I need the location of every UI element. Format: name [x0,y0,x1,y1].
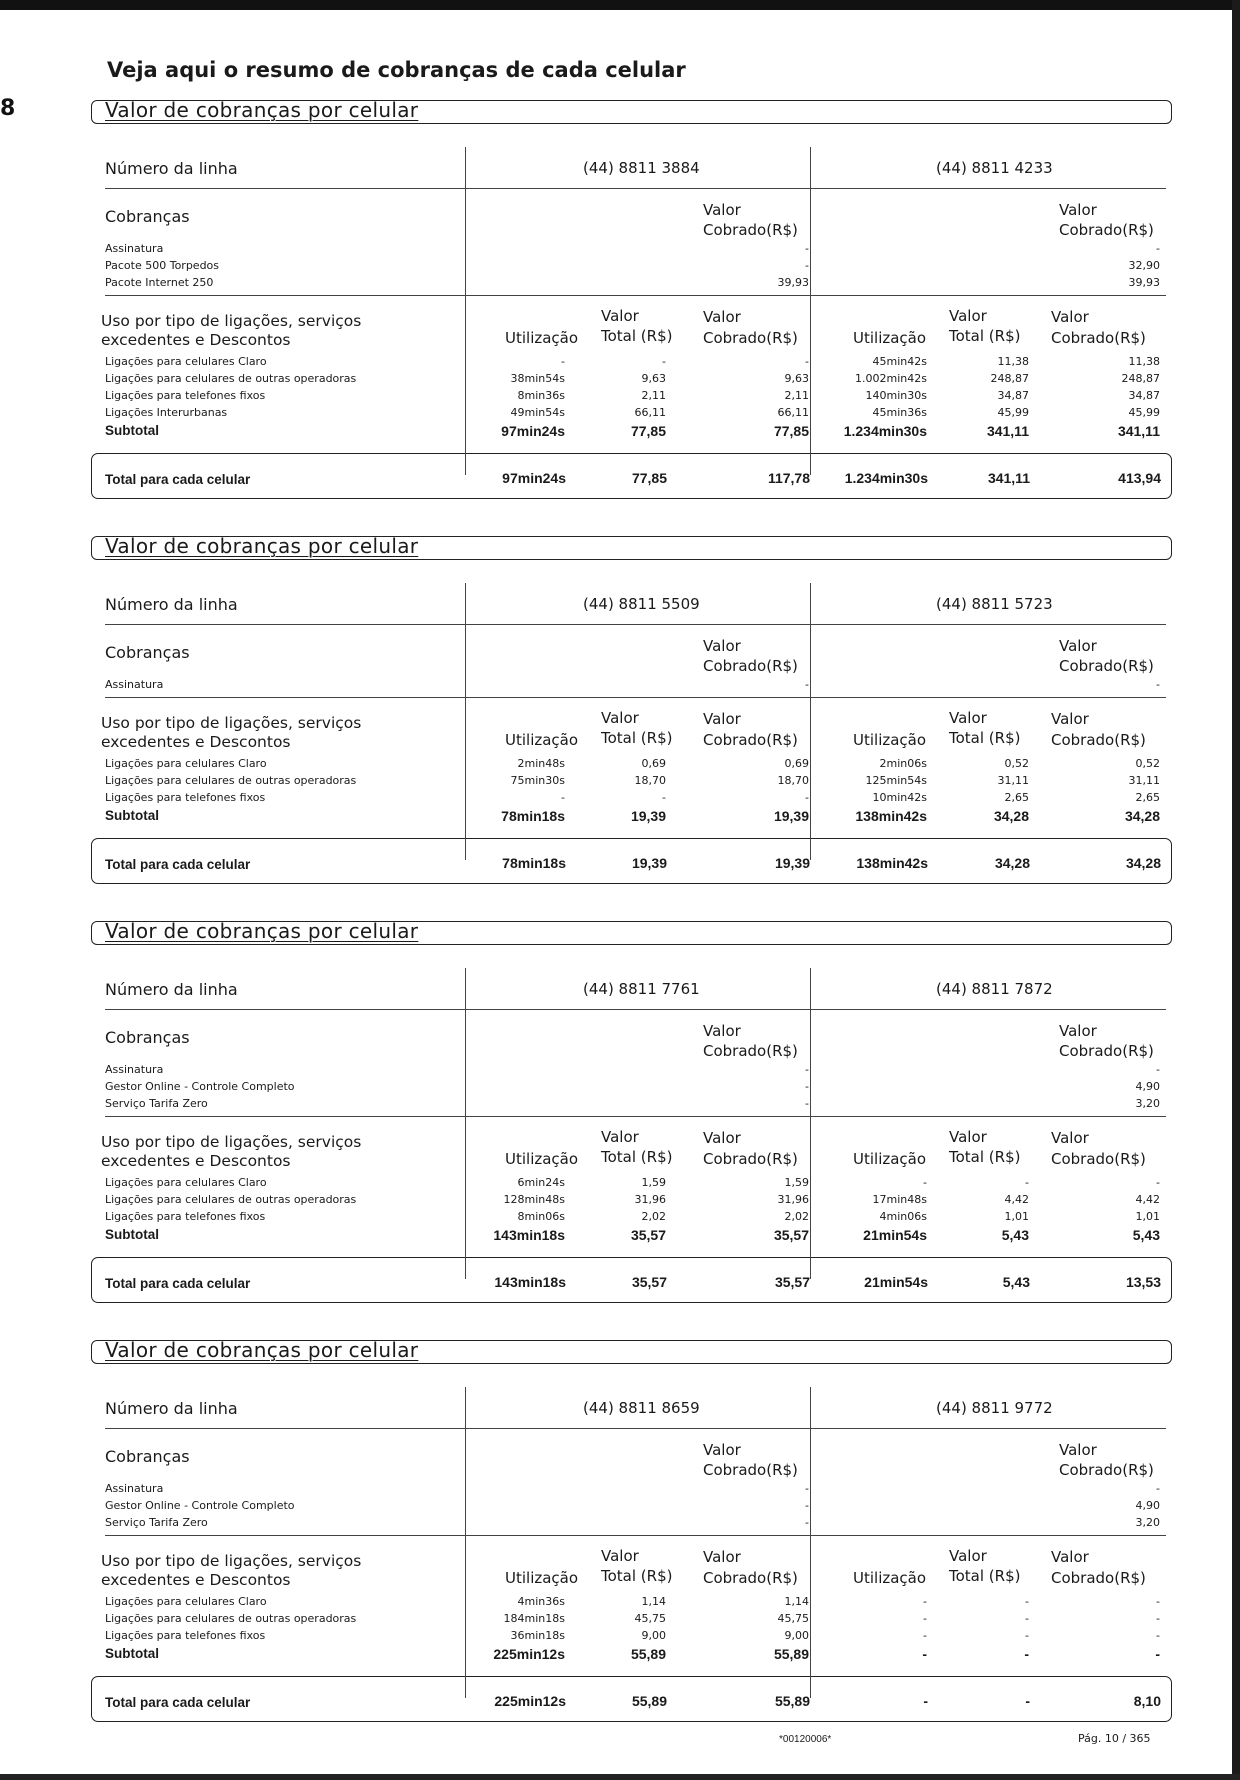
total-util-a: 143min18s [494,1274,566,1290]
total-rs-header-b: Total (R$) [949,1148,1021,1166]
usage-total-b: 4,42 [1004,1193,1029,1206]
subtotal-cobrado-b: - [1155,1646,1160,1662]
valor-header-b: Valor [1059,1441,1097,1459]
usage-util-b: 10min42s [872,791,927,804]
cobrancas-label: Cobranças [105,643,190,662]
charge-value-b: - [1156,1063,1160,1076]
phone-number-a: (44) 8811 3884 [583,159,700,177]
line-number-label: Número da linha [105,159,238,178]
cobrado-rs-header-b: Cobrado(R$) [1051,1150,1146,1168]
valor-cobrado-header-b: Valor [1051,1548,1089,1566]
usage-util-a: 184min18s [503,1612,565,1625]
total-label: Total para cada celular [105,472,251,487]
phone-number-b: (44) 8811 9772 [936,1399,1053,1417]
usage-row-name: Ligações para celulares Claro [105,355,267,368]
valor-cobrado-header-b: Valor [1051,1129,1089,1147]
cobrado-rs-header-b: Cobrado(R$) [1051,329,1146,347]
total-total-b: 34,28 [994,855,1030,871]
valor-header-b: Valor [1059,637,1097,655]
valor-cobrado-header-b: Valor [1051,308,1089,326]
cobrado-header-b: Cobrado(R$) [1059,657,1154,675]
usage-row-name: Ligações para celulares de outras operadoras [105,1193,357,1206]
footer-barcode-text: *00120006* [779,1734,832,1745]
subtotal-util-a: 143min18s [493,1227,565,1243]
column-divider [465,1387,466,1698]
section-header [91,921,1172,945]
usage-label-line1: Uso por tipo de ligações, serviços [101,312,362,330]
valor-total-header-a: Valor [601,307,639,325]
total-cobrado-a: 19,39 [774,855,810,871]
total-total-a: 77,85 [631,470,667,486]
cobrado-rs-header-a: Cobrado(R$) [703,1150,798,1168]
valor-total-header-b: Valor [949,709,987,727]
usage-cobrado-b: 45,99 [1128,406,1160,419]
total-total-b: 5,43 [1002,1274,1030,1290]
total-row [91,1257,1172,1303]
section-title: Valor de cobranças por celular [105,534,419,558]
usage-total-b: 0,52 [1004,757,1029,770]
usage-util-b: 1.002min42s [855,372,927,385]
subtotal-util-a: 78min18s [501,808,565,824]
subtotal-util-b: 21min54s [863,1227,927,1243]
valor-header-a: Valor [703,1022,741,1040]
phone-number-b: (44) 8811 4233 [936,159,1053,177]
subtotal-cobrado-b: 5,43 [1132,1227,1160,1243]
charge-value-a: - [805,259,809,272]
usage-label-line2: excedentes e Descontos [101,1571,291,1589]
total-rs-header-b: Total (R$) [949,729,1021,747]
usage-cobrado-a: 9,00 [784,1629,809,1642]
charge-value-a: - [805,1080,809,1093]
valor-total-header-b: Valor [949,1547,987,1565]
valor-total-header-b: Valor [949,1128,987,1146]
usage-util-b: 2min06s [879,757,927,770]
subtotal-total-b: 341,11 [986,423,1029,439]
usage-cobrado-b: - [1156,1612,1160,1625]
valor-total-header-a: Valor [601,709,639,727]
section-header [91,100,1172,124]
charge-name: Serviço Tarifa Zero [105,1097,208,1110]
total-rs-header-a: Total (R$) [601,729,673,747]
charge-value-b: - [1156,1482,1160,1495]
total-label: Total para cada celular [105,1276,251,1291]
valor-cobrado-header-a: Valor [703,308,741,326]
section-title: Valor de cobranças por celular [105,919,419,943]
usage-row-name: Ligações para celulares Claro [105,1595,267,1608]
valor-header-a: Valor [703,1441,741,1459]
cobrado-header-b: Cobrado(R$) [1059,1461,1154,1479]
cobrado-header-b: Cobrado(R$) [1059,1042,1154,1060]
usage-row-name: Ligações para telefones fixos [105,1629,266,1642]
divider [105,1116,1166,1117]
subtotal-util-a: 225min12s [493,1646,565,1662]
section-header [91,536,1172,560]
usage-cobrado-a: - [805,355,809,368]
usage-util-b: - [923,1176,927,1189]
total-util-b: 1.234min30s [844,470,928,486]
total-util-a: 225min12s [494,1693,566,1709]
usage-cobrado-b: 34,87 [1128,389,1160,402]
usage-cobrado-b: 31,11 [1128,774,1160,787]
cobrado-header-a: Cobrado(R$) [703,1042,798,1060]
usage-cobrado-b: - [1156,1595,1160,1608]
section-title: Valor de cobranças por celular [105,1338,419,1362]
cobrado-header-a: Cobrado(R$) [703,657,798,675]
usage-util-b: 45min36s [872,406,927,419]
divider [105,697,1166,698]
usage-util-a: 6min24s [517,1176,565,1189]
divider [105,1009,1166,1010]
total-row [91,1676,1172,1722]
total-util-b: 21min54s [864,1274,928,1290]
usage-util-b: 125min54s [865,774,927,787]
usage-cobrado-a: 9,63 [784,372,809,385]
charge-value-a: 39,93 [777,276,809,289]
usage-util-b: 4min06s [879,1210,927,1223]
usage-util-a: 36min18s [510,1629,565,1642]
usage-total-a: 9,63 [641,372,666,385]
subtotal-cobrado-a: 35,57 [773,1227,809,1243]
usage-label-line2: excedentes e Descontos [101,331,291,349]
usage-total-b: 45,99 [997,406,1029,419]
total-total-b: - [1025,1693,1030,1709]
edge-binding-mark: 8 [0,96,16,121]
usage-row-name: Ligações para telefones fixos [105,791,266,804]
total-total-a: 19,39 [631,855,667,871]
line-number-label: Número da linha [105,1399,238,1418]
usage-total-a: 0,69 [641,757,666,770]
utilizacao-header-a: Utilização [505,329,579,347]
valor-total-header-a: Valor [601,1128,639,1146]
total-label: Total para cada celular [105,857,251,872]
usage-cobrado-b: 0,52 [1135,757,1160,770]
total-util-b: 138min42s [856,855,928,871]
total-cobrado-b: 13,53 [1125,1274,1161,1290]
divider [105,624,1166,625]
total-cobrado-b: 34,28 [1125,855,1161,871]
usage-cobrado-b: 1,01 [1135,1210,1160,1223]
usage-cobrado-b: 4,42 [1135,1193,1160,1206]
charge-value-a: - [805,242,809,255]
total-total-b: 341,11 [987,470,1030,486]
column-divider [810,1387,811,1698]
usage-total-a: 31,96 [634,1193,666,1206]
section-title: Valor de cobranças por celular [105,98,419,122]
cobrancas-label: Cobranças [105,1447,190,1466]
usage-label-line2: excedentes e Descontos [101,733,291,751]
utilizacao-header-a: Utilização [505,731,579,749]
subtotal-cobrado-a: 77,85 [773,423,809,439]
divider [105,295,1166,296]
total-util-a: 97min24s [502,470,566,486]
total-rs-header-b: Total (R$) [949,327,1021,345]
page-number: Pág. 10 / 365 [1078,1732,1151,1745]
usage-util-b: 17min48s [872,1193,927,1206]
usage-util-b: - [923,1629,927,1642]
divider [105,188,1166,189]
total-cobrado-a: 35,57 [774,1274,810,1290]
total-row [91,453,1172,499]
charge-value-a: - [805,1499,809,1512]
subtotal-util-b: 1.234min30s [843,423,927,439]
subtotal-total-a: 77,85 [630,423,666,439]
usage-total-a: - [662,791,666,804]
usage-label-line1: Uso por tipo de ligações, serviços [101,714,362,732]
column-divider [465,147,466,475]
usage-total-b: 1,01 [1004,1210,1029,1223]
valor-header-a: Valor [703,201,741,219]
charge-value-b: 3,20 [1135,1097,1160,1110]
usage-total-a: 45,75 [634,1612,666,1625]
subtotal-util-b: - [922,1646,927,1662]
usage-total-a: 1,59 [641,1176,666,1189]
subtotal-cobrado-a: 55,89 [773,1646,809,1662]
valor-cobrado-header-a: Valor [703,1548,741,1566]
usage-cobrado-a: 1,14 [784,1595,809,1608]
total-util-a: 78min18s [502,855,566,871]
total-rs-header-a: Total (R$) [601,1567,673,1585]
utilizacao-header-b: Utilização [853,1569,927,1587]
charge-value-a: - [805,1516,809,1529]
subtotal-cobrado-b: 34,28 [1124,808,1160,824]
cobrado-header-b: Cobrado(R$) [1059,221,1154,239]
valor-header-b: Valor [1059,1022,1097,1040]
phone-number-a: (44) 8811 8659 [583,1399,700,1417]
usage-row-name: Ligações para telefones fixos [105,389,266,402]
usage-cobrado-b: 11,38 [1128,355,1160,368]
usage-cobrado-b: 2,65 [1135,791,1160,804]
divider [105,1535,1166,1536]
cobrado-header-a: Cobrado(R$) [703,1461,798,1479]
charge-value-a: - [805,1097,809,1110]
charge-value-b: - [1156,242,1160,255]
charge-value-b: - [1156,678,1160,691]
cobrado-rs-header-a: Cobrado(R$) [703,329,798,347]
line-number-label: Número da linha [105,980,238,999]
cobrado-rs-header-a: Cobrado(R$) [703,1569,798,1587]
charge-name: Gestor Online - Controle Completo [105,1499,295,1512]
phone-number-a: (44) 8811 5509 [583,595,700,613]
cobrado-rs-header-a: Cobrado(R$) [703,731,798,749]
charge-name: Serviço Tarifa Zero [105,1516,208,1529]
charge-value-b: 3,20 [1135,1516,1160,1529]
usage-util-a: 4min36s [517,1595,565,1608]
usage-total-b: 2,65 [1004,791,1029,804]
usage-cobrado-a: 0,69 [784,757,809,770]
column-divider [465,968,466,1279]
usage-total-a: 66,11 [634,406,666,419]
charge-name: Assinatura [105,1063,164,1076]
subtotal-total-b: 5,43 [1001,1227,1029,1243]
usage-cobrado-a: 18,70 [777,774,809,787]
usage-util-a: 2min48s [517,757,565,770]
usage-cobrado-a: 31,96 [777,1193,809,1206]
subtotal-label: Subtotal [105,808,159,823]
usage-row-name: Ligações para celulares de outras operadoras [105,372,357,385]
cobrado-rs-header-b: Cobrado(R$) [1051,1569,1146,1587]
subtotal-label: Subtotal [105,1227,159,1242]
usage-total-a: - [662,355,666,368]
total-rs-header-a: Total (R$) [601,327,673,345]
charge-value-b: 4,90 [1135,1499,1160,1512]
usage-util-a: 75min30s [510,774,565,787]
usage-cobrado-a: 1,59 [784,1176,809,1189]
usage-row-name: Ligações para telefones fixos [105,1210,266,1223]
charge-value-a: - [805,678,809,691]
divider [105,1428,1166,1429]
usage-total-b: 34,87 [997,389,1029,402]
total-total-a: 55,89 [631,1693,667,1709]
charge-name: Assinatura [105,1482,164,1495]
usage-total-a: 2,11 [641,389,666,402]
scan-border-bottom [0,1774,1240,1780]
charge-name: Pacote Internet 250 [105,276,214,289]
phone-number-b: (44) 8811 5723 [936,595,1053,613]
valor-cobrado-header-b: Valor [1051,710,1089,728]
valor-header-a: Valor [703,637,741,655]
usage-cobrado-a: - [805,791,809,804]
subtotal-total-a: 19,39 [630,808,666,824]
total-cobrado-b: 413,94 [1118,470,1161,486]
charge-value-a: - [805,1063,809,1076]
usage-total-a: 2,02 [641,1210,666,1223]
subtotal-cobrado-b: 341,11 [1117,423,1160,439]
charge-value-b: 32,90 [1128,259,1160,272]
total-cobrado-a: 117,78 [767,470,810,486]
subtotal-total-a: 35,57 [630,1227,666,1243]
usage-cobrado-a: 2,02 [784,1210,809,1223]
utilizacao-header-b: Utilização [853,1150,927,1168]
charge-name: Assinatura [105,242,164,255]
usage-total-b: 31,11 [997,774,1029,787]
usage-label-line2: excedentes e Descontos [101,1152,291,1170]
subtotal-total-b: - [1024,1646,1029,1662]
usage-util-a: 8min36s [517,389,565,402]
total-util-b: - [923,1693,928,1709]
usage-total-b: - [1025,1595,1029,1608]
usage-row-name: Ligações para celulares de outras operadoras [105,1612,357,1625]
usage-total-a: 9,00 [641,1629,666,1642]
valor-cobrado-header-a: Valor [703,710,741,728]
cobrado-header-a: Cobrado(R$) [703,221,798,239]
usage-cobrado-b: - [1156,1629,1160,1642]
column-divider [810,583,811,860]
valor-total-header-a: Valor [601,1547,639,1565]
phone-number-b: (44) 8811 7872 [936,980,1053,998]
usage-util-b: - [923,1595,927,1608]
usage-label-line1: Uso por tipo de ligações, serviços [101,1133,362,1151]
charge-name: Pacote 500 Torpedos [105,259,220,272]
subtotal-label: Subtotal [105,423,159,438]
usage-cobrado-b: 248,87 [1121,372,1160,385]
utilizacao-header-a: Utilização [505,1569,579,1587]
usage-row-name: Ligações para celulares Claro [105,1176,267,1189]
usage-cobrado-a: 45,75 [777,1612,809,1625]
usage-row-name: Ligações para celulares Claro [105,757,267,770]
total-cobrado-b: 8,10 [1133,1693,1161,1709]
usage-total-b: - [1025,1612,1029,1625]
page-title: Veja aqui o resumo de cobranças de cada celular [107,58,686,82]
valor-cobrado-header-a: Valor [703,1129,741,1147]
total-label: Total para cada celular [105,1695,251,1710]
usage-util-b: 45min42s [872,355,927,368]
total-total-a: 35,57 [631,1274,667,1290]
subtotal-label: Subtotal [105,1646,159,1661]
charge-value-a: - [805,1482,809,1495]
usage-total-a: 18,70 [634,774,666,787]
usage-total-b: - [1025,1176,1029,1189]
charge-value-b: 39,93 [1128,276,1160,289]
cobrancas-label: Cobranças [105,1028,190,1047]
usage-row-name: Ligações Interurbanas [105,406,228,419]
subtotal-cobrado-a: 19,39 [773,808,809,824]
charge-value-b: 4,90 [1135,1080,1160,1093]
valor-total-header-b: Valor [949,307,987,325]
usage-label-line1: Uso por tipo de ligações, serviços [101,1552,362,1570]
usage-cobrado-a: 66,11 [777,406,809,419]
usage-util-a: - [561,791,565,804]
subtotal-total-b: 34,28 [993,808,1029,824]
usage-util-a: - [561,355,565,368]
usage-util-a: 38min54s [510,372,565,385]
usage-row-name: Ligações para celulares de outras operadoras [105,774,357,787]
usage-util-b: - [923,1612,927,1625]
total-cobrado-a: 55,89 [774,1693,810,1709]
usage-util-a: 128min48s [503,1193,565,1206]
usage-cobrado-a: 2,11 [784,389,809,402]
column-divider [810,968,811,1279]
scan-border-right [1232,0,1240,1780]
cobrancas-label: Cobranças [105,207,190,226]
line-number-label: Número da linha [105,595,238,614]
utilizacao-header-a: Utilização [505,1150,579,1168]
cobrado-rs-header-b: Cobrado(R$) [1051,731,1146,749]
usage-total-b: 11,38 [997,355,1029,368]
usage-util-b: 140min30s [865,389,927,402]
total-rs-header-b: Total (R$) [949,1567,1021,1585]
subtotal-util-a: 97min24s [501,423,565,439]
utilizacao-header-b: Utilização [853,329,927,347]
column-divider [810,147,811,475]
subtotal-util-b: 138min42s [855,808,927,824]
utilizacao-header-b: Utilização [853,731,927,749]
phone-number-a: (44) 8811 7761 [583,980,700,998]
valor-header-b: Valor [1059,201,1097,219]
usage-util-a: 49min54s [510,406,565,419]
scan-border-top [0,0,1240,10]
charge-name: Gestor Online - Controle Completo [105,1080,295,1093]
total-row [91,838,1172,884]
charge-name: Assinatura [105,678,164,691]
usage-total-a: 1,14 [641,1595,666,1608]
usage-util-a: 8min06s [517,1210,565,1223]
usage-total-b: - [1025,1629,1029,1642]
column-divider [465,583,466,860]
usage-cobrado-b: - [1156,1176,1160,1189]
section-header [91,1340,1172,1364]
total-rs-header-a: Total (R$) [601,1148,673,1166]
subtotal-total-a: 55,89 [630,1646,666,1662]
usage-total-b: 248,87 [990,372,1029,385]
